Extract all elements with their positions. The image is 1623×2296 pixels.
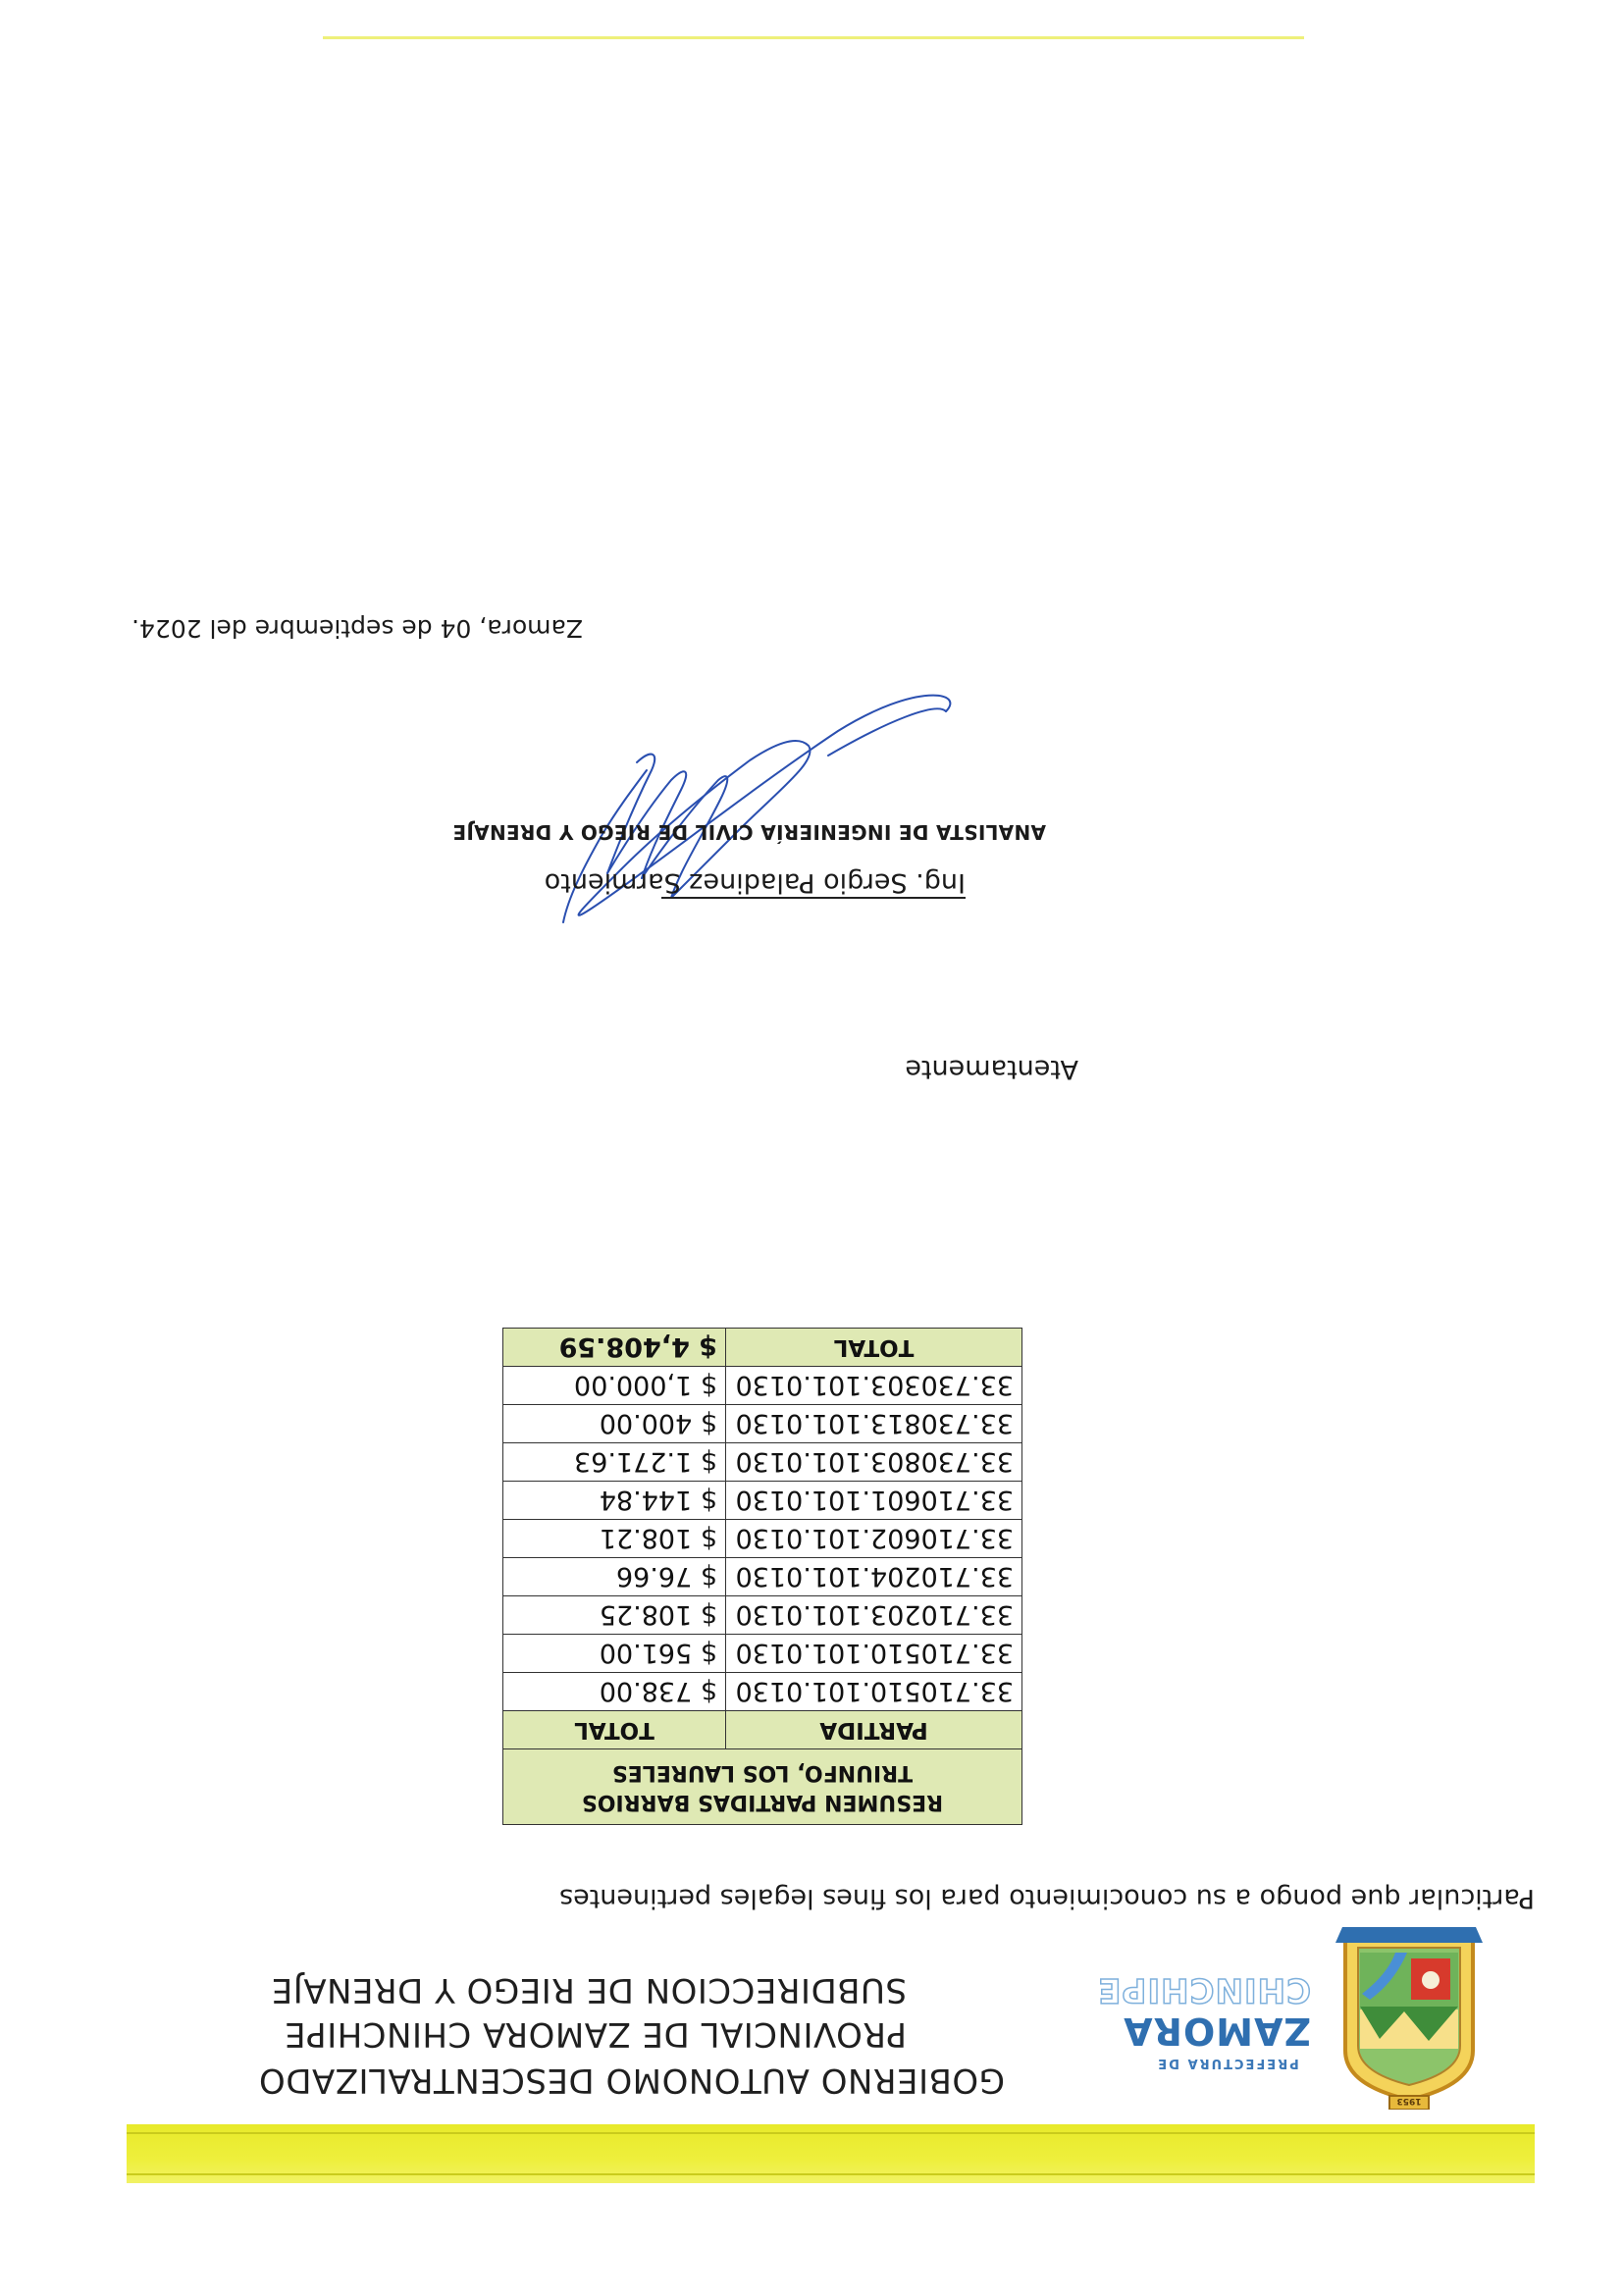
total-cell: $ 738.00	[503, 1673, 726, 1711]
table-title-line-2: TRIUNFO, LOS LAURELES	[611, 1760, 914, 1785]
closing-salutation: Atentamente	[905, 1054, 1078, 1084]
institution-name-line-2: PROVINCIAL DE ZAMORA CHINCHIPE	[284, 2014, 907, 2054]
institution-name-line-1: GOBIERNO AUTONOMO DESCENTRALIZADO	[258, 2061, 1005, 2100]
partida-cell: 33.710510.101.0130	[726, 1673, 1022, 1711]
total-cell: $ 561.00	[503, 1635, 726, 1673]
institution-department: SUBDIRECCION DE RIEGO Y DRENAJE	[271, 1970, 907, 2009]
table-row	[503, 1635, 1022, 1673]
table-row	[503, 1482, 1022, 1520]
place-and-date: Zamora, 04 de septiembre del 2024.	[131, 614, 583, 643]
partida-cell: 33.710601.101.0130	[726, 1482, 1022, 1520]
partida-cell: 33.710204.101.0130	[726, 1558, 1022, 1596]
partida-cell: 33.710203.101.0130	[726, 1596, 1022, 1635]
total-cell: $ 1,000.00	[503, 1367, 726, 1405]
table-row	[503, 1596, 1022, 1635]
header-color-band	[127, 2124, 1535, 2183]
summary-table	[502, 1328, 1022, 1825]
partida-cell: 33.730813.101.0130	[726, 1405, 1022, 1443]
total-cell: $ 108.25	[503, 1596, 726, 1635]
seal-year-text: 1953	[1396, 2096, 1422, 2106]
table-row	[503, 1520, 1022, 1558]
total-cell: $ 400.00	[503, 1405, 726, 1443]
intro-paragraph: Particular que pongo a su conocimiento para los fines legales pertinentes	[559, 1883, 1535, 1913]
partida-cell: 33.710602.101.0130	[726, 1520, 1022, 1558]
grand-total-value: $ 4,408.59	[503, 1329, 726, 1367]
table-row	[503, 1443, 1022, 1482]
table-row	[503, 1558, 1022, 1596]
signer-title: ANALISTA DE INGENIERÍA CIVIL DE RIEGO Y DRENAJE	[452, 820, 1046, 844]
table-title-row	[503, 1749, 1022, 1825]
signer-name: Ing. Sergio Paladinez Sarmiento	[544, 867, 966, 898]
partida-cell: 33.710510.101.0130	[726, 1635, 1022, 1673]
band-rule	[127, 2173, 1535, 2175]
table-title	[503, 1749, 1022, 1825]
logo-chinchipe-text: CHINCHIPE	[1097, 1970, 1311, 2009]
table-total-row	[503, 1329, 1022, 1367]
partida-cell: 33.730303.101.0130	[726, 1367, 1022, 1405]
total-cell: $ 76.66	[503, 1558, 726, 1596]
column-header-partida: PARTIDA	[726, 1711, 1022, 1749]
logo-zamora-text: ZAMORA	[1123, 2009, 1311, 2053]
total-cell: $ 1.271.63	[503, 1443, 726, 1482]
column-header-total: TOTAL	[503, 1711, 726, 1749]
footer-rule	[323, 36, 1304, 39]
prefectura-logo	[1097, 1923, 1497, 2110]
partida-cell: 33.730803.101.0130	[726, 1443, 1022, 1482]
table-row	[503, 1673, 1022, 1711]
total-cell: $ 144.84	[503, 1482, 726, 1520]
table-row	[503, 1367, 1022, 1405]
logo-prefectura-text: PREFECTURA DE	[1156, 2056, 1299, 2070]
table-header-row	[503, 1711, 1022, 1749]
total-cell: $ 108.21	[503, 1520, 726, 1558]
table-row	[503, 1405, 1022, 1443]
total-label: TOTAL	[726, 1329, 1022, 1367]
band-rule	[127, 2132, 1535, 2134]
table-title-line-1: RESUMEN PARTIDAS BARRIOS	[581, 1790, 944, 1814]
